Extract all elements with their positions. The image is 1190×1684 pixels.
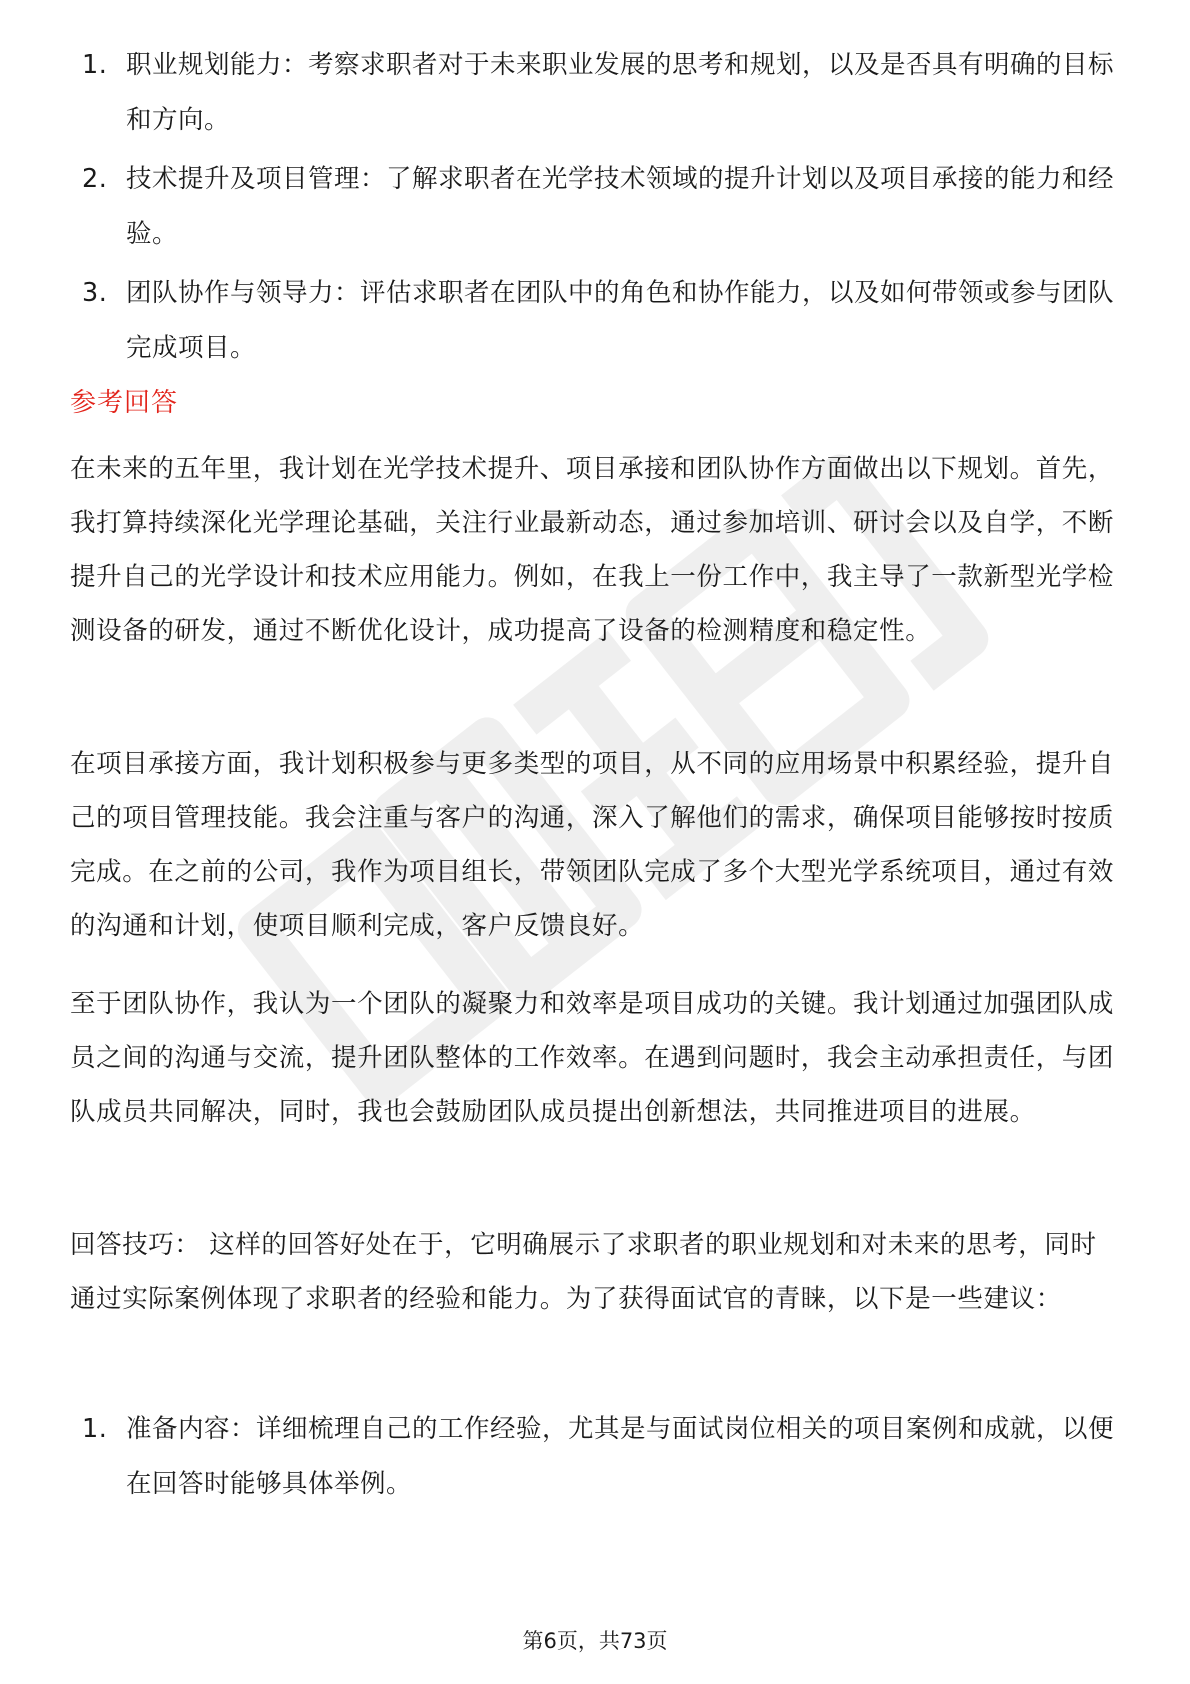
list-item-text: 技术提升及项目管理：了解求职者在光学技术领域的提升计划以及项目承接的能力和经验。 <box>126 164 1115 249</box>
page-footer: 第6页，共73页 <box>522 1629 668 1653</box>
answer-paragraph: 至于团队协作，我认为一个团队的凝聚力和效率是项目成功的关键。我计划通过加强团队成员之间的沟通与交流，提升团队整体的工作效率。在遇到问题时，我会主动承担责任，与团队成员共同解决，同时，我也会鼓励团队成员提出创新想法，共同推进项目的进展。 <box>70 989 1115 1127</box>
list-item <box>82 1402 1122 1512</box>
list-item-text: 团队协作与领导力：评估求职者在团队中的角色和协作能力，以及如何带领或参与团队完成项目。 <box>126 278 1115 363</box>
list-item-text: 准备内容：详细梳理自己的工作经验，尤其是与面试岗位相关的项目案例和成就，以便在回答时能够具体举例。 <box>126 1414 1115 1499</box>
tips-paragraph: 回答技巧： 这样的回答好处在于，它明确展示了求职者的职业规划和对未来的思考，同时通过实际案例体现了求职者的经验和能力。为了获得面试官的青睐，以下是一些建议： <box>70 1230 1097 1314</box>
list-item <box>82 38 1122 148</box>
suggestion-list <box>82 1402 1122 1512</box>
list-item <box>82 266 1122 376</box>
section-title: 参考回答 <box>70 388 179 418</box>
list-item-number: 1. <box>82 50 108 80</box>
list-item <box>82 152 1122 262</box>
list-item-text: 职业规划能力：考察求职者对于未来职业发展的思考和规划，以及是否具有明确的目标和方向。 <box>126 50 1115 135</box>
answer-paragraph: 在项目承接方面，我计划积极参与更多类型的项目，从不同的应用场景中积累经验，提升自己的项目管理技能。我会注重与客户的沟通，深入了解他们的需求，确保项目能够按时按质完成。在之前的公司，我作为项目组长，带领团队完成了多个大型光学系统项目，通过有效的沟通和计划，使项目顺利完成，客户反馈良好。 <box>70 749 1115 941</box>
list-item-number: 1. <box>82 1414 108 1444</box>
criteria-list <box>82 38 1122 376</box>
list-item-number: 2. <box>82 164 108 194</box>
list-item-number: 3. <box>82 278 108 308</box>
answer-paragraph: 在未来的五年里，我计划在光学技术提升、项目承接和团队协作方面做出以下规划。首先，我打算持续深化光学理论基础，关注行业最新动态，通过参加培训、研讨会以及自学，不断提升自己的光学设计和技术应用能力。例如，在我上一份工作中，我主导了一款新型光学检测设备的研发，通过不断优化设计，成功提高了设备的检测精度和稳定性。 <box>70 454 1115 646</box>
